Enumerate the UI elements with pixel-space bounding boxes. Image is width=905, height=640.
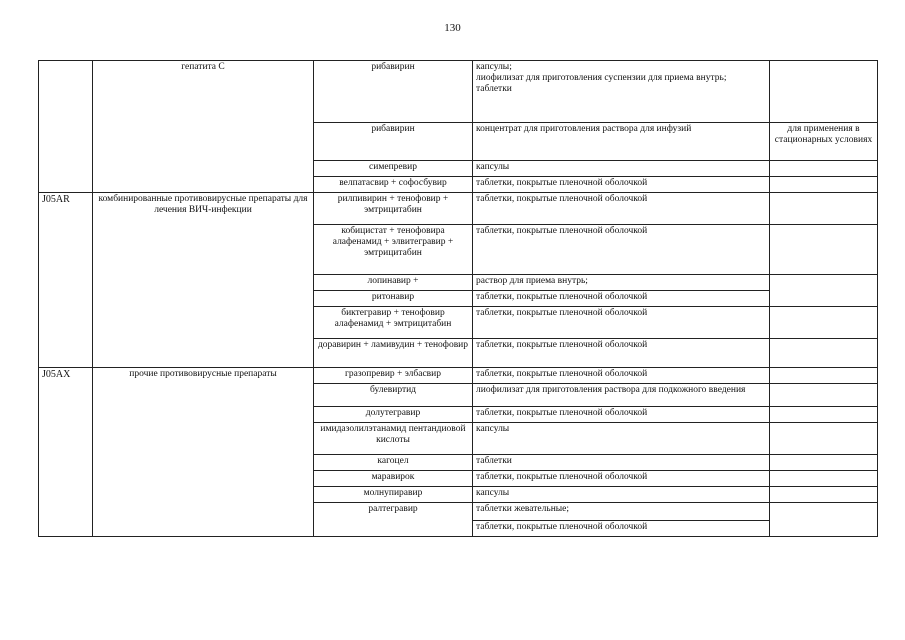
atc-code-cell: J05AR <box>39 193 93 368</box>
dosage-form-cell: таблетки жевательные; <box>473 503 770 521</box>
drug-name-cell: велпатасвир + софосбувир <box>314 177 473 193</box>
note-cell <box>770 61 878 123</box>
note-cell <box>770 193 878 225</box>
note-cell <box>770 307 878 339</box>
table-row <box>39 61 878 123</box>
table-row <box>39 193 878 225</box>
note-cell <box>770 471 878 487</box>
atc-group-cell: комбинированные противовирусные препараты для лечения ВИЧ-инфекции <box>93 193 314 368</box>
dosage-form-cell: таблетки, покрытые пленочной оболочкой <box>473 177 770 193</box>
atc-code-cell <box>39 61 93 193</box>
dosage-form-cell: таблетки, покрытые пленочной оболочкой <box>473 225 770 275</box>
medication-table-body <box>39 61 878 537</box>
dosage-form-cell: таблетки, покрытые пленочной оболочкой <box>473 291 770 307</box>
dosage-form-cell: таблетки, покрытые пленочной оболочкой <box>473 193 770 225</box>
atc-group-cell: прочие противовирусные препараты <box>93 368 314 537</box>
drug-name-cell: симепревир <box>314 161 473 177</box>
dosage-form-cell: таблетки <box>473 455 770 471</box>
note-cell <box>770 487 878 503</box>
note-cell <box>770 339 878 368</box>
dosage-form-cell: капсулы <box>473 487 770 503</box>
drug-name-cell: рилпивирин + тенофовир + эмтрицитабин <box>314 193 473 225</box>
note-cell <box>770 455 878 471</box>
drug-name-cell: имидазолилэтанамид пентандиовой кислоты <box>314 423 473 455</box>
atc-code-cell: J05AX <box>39 368 93 537</box>
note-cell <box>770 368 878 384</box>
drug-name-cell: булевиртид <box>314 384 473 407</box>
note-cell <box>770 225 878 275</box>
drug-name-cell: рибавирин <box>314 123 473 161</box>
dosage-form-cell: таблетки, покрытые пленочной оболочкой <box>473 307 770 339</box>
page-number: 130 <box>444 22 461 34</box>
dosage-form-cell: таблетки, покрытые пленочной оболочкой <box>473 521 770 537</box>
drug-name-cell: кобицистат + тенофовира алафенамид + элвитегравир + эмтрицитабин <box>314 225 473 275</box>
dosage-form-cell: таблетки, покрытые пленочной оболочкой <box>473 339 770 368</box>
dosage-form-cell: капсулы <box>473 423 770 455</box>
note-cell <box>770 423 878 455</box>
dosage-form-cell: лиофилизат для приготовления раствора для подкожного введения <box>473 384 770 407</box>
dosage-form-cell: таблетки, покрытые пленочной оболочкой <box>473 368 770 384</box>
dosage-form-cell: капсулы <box>473 161 770 177</box>
drug-name-cell: биктегравир + тенофовир алафенамид + эмтрицитабин <box>314 307 473 339</box>
medication-table <box>38 60 878 537</box>
dosage-form-cell: концентрат для приготовления раствора для инфузий <box>473 123 770 161</box>
note-cell: для применения в стационарных условиях <box>770 123 878 161</box>
note-cell <box>770 407 878 423</box>
drug-name-cell: доравирин + ламивудин + тенофовир <box>314 339 473 368</box>
note-cell <box>770 177 878 193</box>
drug-name-cell: ралтегравир <box>314 503 473 537</box>
dosage-form-cell: раствор для приема внутрь; <box>473 275 770 291</box>
atc-group-cell: гепатита С <box>93 61 314 193</box>
drug-name-cell: долутегравир <box>314 407 473 423</box>
drug-name-cell: лопинавир + <box>314 275 473 291</box>
drug-name-cell: молнупиравир <box>314 487 473 503</box>
note-cell <box>770 503 878 537</box>
dosage-form-cell: капсулы; лиофилизат для приготовления суспензии для приема внутрь; таблетки <box>473 61 770 123</box>
drug-name-cell: гразопревир + элбасвир <box>314 368 473 384</box>
table-row <box>39 368 878 384</box>
dosage-form-cell: таблетки, покрытые пленочной оболочкой <box>473 407 770 423</box>
note-cell <box>770 384 878 407</box>
drug-name-cell: маравирок <box>314 471 473 487</box>
drug-name-cell: кагоцел <box>314 455 473 471</box>
drug-name-cell: ритонавир <box>314 291 473 307</box>
dosage-form-cell: таблетки, покрытые пленочной оболочкой <box>473 471 770 487</box>
note-cell <box>770 161 878 177</box>
note-cell <box>770 275 878 307</box>
drug-name-cell: рибавирин <box>314 61 473 123</box>
